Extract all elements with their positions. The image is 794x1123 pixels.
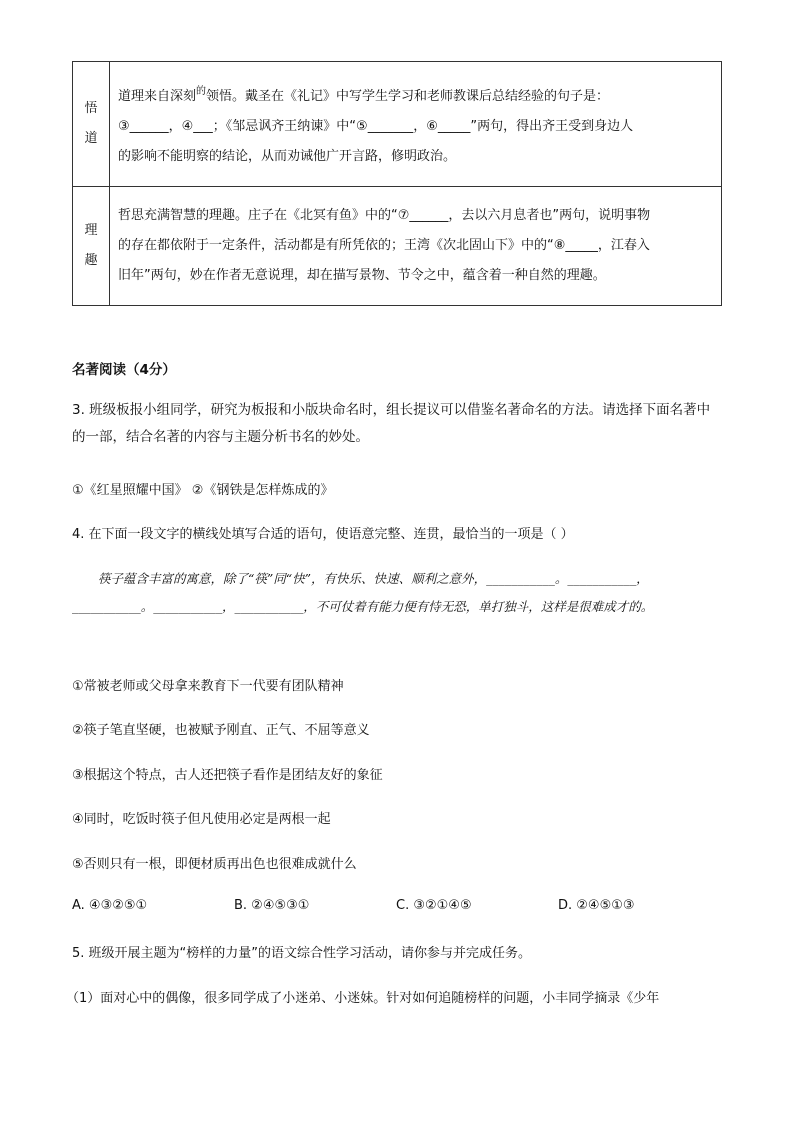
table-row	[73, 187, 722, 306]
table-line: 道理来自深刻$^的$领悟。戴圣在《礼记》中写学生学习和老师教课后总结经验的句子是：	[118, 85, 610, 104]
question-3-text: 3. 班级板报小组同学，研究为板报和小版块命名时，组长提议可以借鉴名著命名的方法。请选择下面名著中的一部，结合名著的内容与主题分析书名的妙处。	[72, 402, 711, 445]
question-4-item: ⑤否则只有一根，即便材质再出色也很难成就什么	[72, 857, 357, 872]
question-5-sub1: （1）面对心中的偶像，很多同学成了小迷弟、小迷妹。针对如何追随榜样的问题，小丰同学摘录《少年	[66, 991, 660, 1006]
table-line: 的影响不能明察的结论，从而劝诫他广开言路，修明政治。	[118, 148, 457, 164]
question-4-item: ②筷子笔直坚硬，也被赋予刚直、正气、不屈等意义	[72, 723, 370, 738]
table-line: 旧年”两句，妙在作者无意说理，却在描写景物、节令之中，蕴含着一种自然的理趣。	[118, 268, 606, 283]
table-line: ③______，④___；《邹忌讽齐王纳谏》中“⑤_______，⑥_____”两句，得出齐王受到身边人	[118, 118, 634, 134]
row-content-liqu	[110, 187, 722, 306]
question-4-item: ①常被老师或父母拿来教育下一代要有团队精神	[72, 679, 344, 694]
question-4-item: ③根据这个特点，古人还把筷子看作是团结友好的象征	[72, 768, 383, 783]
option-a: A. ④③②⑤①	[72, 898, 148, 913]
row-label-liqu: 理 趣	[73, 187, 110, 306]
question-4-passage: 筷子蕴含丰富的寓意，除了“筷”同“快”，有快乐、快速、顺利之意外，___________。___________，___________。___________，___________，不可仗着有能力便有恃无恐，单打独斗，这样是很难成才的。	[72, 571, 654, 614]
section-title: 名著阅读（4分）	[72, 362, 176, 378]
table-line: 的存在都依附于一定条件，活动都是有所凭依的；王湾《次北固山下》中的“⑧_____，江春入	[118, 238, 650, 253]
poetry-table	[72, 61, 722, 306]
option-c: C. ③②①④⑤	[396, 898, 472, 913]
question-4-options	[72, 898, 722, 913]
option-d: D. ②④⑤①③	[558, 898, 635, 913]
table-row	[73, 62, 722, 187]
row-label-wudao: 悟 道	[73, 62, 110, 187]
question-3-books: ①《红星照耀中国》 ②《钢铁是怎样炼成的》	[72, 483, 334, 498]
table-line: 哲思充满智慧的理趣。庄子在《北冥有鱼》中的“⑦______，去以六月息者也”两句，说明事物	[118, 208, 651, 223]
question-4-text: 4. 在下面一段文字的横线处填写合适的语句，使语意完整、连贯，最恰当的一项是（ ）	[72, 527, 574, 542]
row-content-wudao	[110, 62, 722, 187]
option-b: B. ②④⑤③①	[234, 898, 310, 913]
question-4-item: ④同时，吃饭时筷子但凡使用必定是两根一起	[72, 812, 331, 827]
question-5-text: 5. 班级开展主题为“榜样的力量”的语文综合性学习活动，请你参与并完成任务。	[72, 946, 532, 961]
